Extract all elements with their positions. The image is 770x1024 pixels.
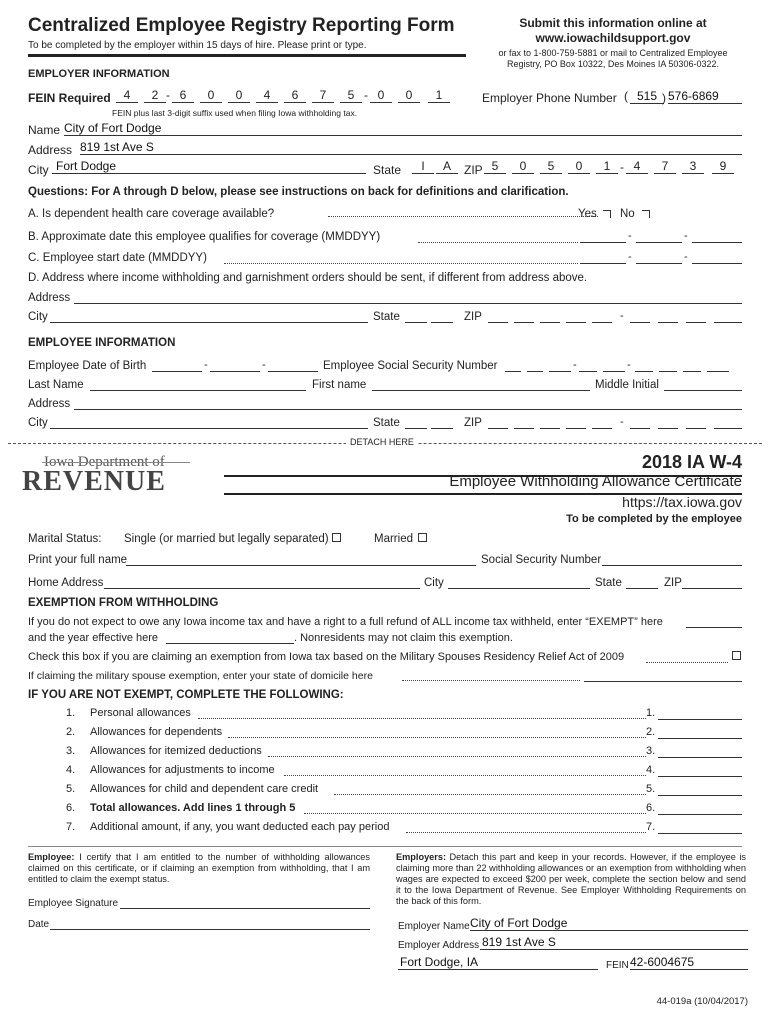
middle-initial-label: Middle Initial — [595, 379, 659, 391]
w4-zip-label: ZIP — [664, 577, 682, 589]
d-address-field[interactable] — [74, 291, 742, 304]
employer-name-field[interactable]: City of Fort Dodge — [470, 916, 748, 931]
allowance-field-5[interactable] — [658, 783, 742, 796]
yes-checkbox[interactable] — [603, 210, 611, 218]
iowa-revenue-logo — [22, 454, 192, 496]
registry-subtitle: To be completed by the employer within 15 days of hire. Please print or type. — [28, 40, 367, 51]
state-label: State — [373, 163, 402, 177]
w4-state-label: State — [595, 577, 622, 589]
w4-city-label: City — [424, 577, 444, 589]
d-state-field[interactable] — [405, 310, 455, 323]
start-date-field[interactable]: - - — [580, 251, 742, 265]
zip-digit[interactable]: 9 — [712, 159, 734, 174]
certification-divider — [28, 846, 742, 847]
fein-digit[interactable]: 5 — [340, 88, 362, 103]
employers-bold: Employers: — [396, 852, 447, 862]
city-label: City — [28, 163, 49, 177]
allowance-line: 2. Allowances for dependents 2. — [28, 726, 742, 744]
address-field[interactable]: 819 1st Ave S — [80, 140, 742, 155]
yes-label: Yes — [578, 208, 597, 220]
logo-main-text: REVENUE — [22, 466, 166, 497]
title-rule — [28, 54, 466, 57]
exempt-text-2a: and the year effective here — [28, 632, 159, 644]
full-name-label: Print your full name — [28, 554, 128, 566]
employer-address-label: Employer Address — [398, 940, 480, 951]
question-a — [28, 208, 748, 224]
zip-digit[interactable]: 5 — [540, 159, 562, 174]
allowance-field-2[interactable] — [658, 726, 742, 739]
phone-label: Employer Phone Number — [482, 91, 617, 105]
phone-area-field[interactable]: 515 — [630, 89, 664, 104]
submit-box — [488, 16, 738, 70]
e-city-label: City — [28, 417, 48, 429]
e-zip-label: ZIP — [464, 417, 482, 429]
allowance-line: 5. Allowances for child and dependent care credit 5. — [28, 783, 742, 801]
ssn-label: Employee Social Security Number — [323, 360, 498, 372]
military-text: Check this box if you are claiming an exemption from Iowa tax based on the Military Spouses Residency Relief Act of 2009 — [28, 651, 625, 663]
first-name-label: First name — [312, 379, 367, 391]
exemption-heading: EXEMPTION FROM WITHHOLDING — [28, 597, 219, 609]
city-field[interactable]: Fort Dodge — [52, 159, 366, 174]
exempt-text-1: If you do not expect to owe any Iowa income tax and have a right to a full refund of ALL income tax withheld, enter “EXEMPT” here — [28, 616, 663, 628]
w4-state-field[interactable] — [626, 576, 658, 589]
detach-label: DETACH HERE — [346, 437, 418, 447]
military-domicile-text: If claiming the military spouse exemption, enter your state of domicile here — [28, 670, 373, 682]
employee-signature-field[interactable] — [120, 897, 370, 909]
allowance-line: 3. Allowances for itemized deductions 3. — [28, 745, 742, 763]
fein-digit[interactable]: 4 — [116, 88, 138, 103]
fein-digit[interactable]: 0 — [200, 88, 222, 103]
question-a-text: A. Is dependent health care coverage available? — [28, 208, 275, 220]
w4-url[interactable]: https://tax.iowa.gov — [622, 494, 742, 510]
first-name-field[interactable] — [372, 378, 590, 391]
no-label: No — [620, 208, 635, 220]
e-address-label: Address — [28, 398, 71, 410]
marital-status-label: Marital Status: — [28, 533, 102, 545]
employer-address-field[interactable]: 819 1st Ave S — [480, 935, 748, 950]
fein-label: FEIN Required — [28, 91, 111, 105]
allowance-field-7[interactable] — [658, 821, 742, 834]
state-char[interactable]: I — [412, 159, 434, 174]
allowance-field-6[interactable] — [658, 802, 742, 815]
fein-digit[interactable]: 6 — [284, 88, 306, 103]
home-address-field[interactable] — [104, 576, 420, 589]
coverage-date-field[interactable]: - - — [580, 230, 742, 244]
married-label: Married — [374, 533, 413, 545]
employer-fein-label: FEIN — [606, 960, 629, 971]
employee-ssn-field[interactable]: - - — [505, 359, 743, 372]
last-name-label: Last Name — [28, 379, 84, 391]
e-city-field[interactable] — [50, 416, 368, 429]
d-state-label: State — [373, 311, 400, 323]
employer-name-label: Employer Name — [398, 921, 470, 932]
last-name-field[interactable] — [90, 378, 306, 391]
address-label: Address — [28, 143, 73, 157]
employee-signature-label: Employee Signature — [28, 898, 119, 909]
w4-ssn-field[interactable] — [602, 553, 742, 566]
submit-alt: or fax to 1-800-759-5881 or mail to Centralized Employee Registry, PO Box 10322, Des Moines IA 50306-0322. — [498, 48, 728, 69]
zip-digit[interactable]: 0 — [568, 159, 590, 174]
fein-digit[interactable]: 0 — [370, 88, 392, 103]
w4-complete-note: To be completed by the employee — [566, 513, 742, 525]
allowance-field-1[interactable] — [658, 707, 742, 720]
dob-field[interactable]: - - — [152, 359, 318, 372]
fein-digit[interactable]: 0 — [228, 88, 250, 103]
exempt-text-2b: . Nonresidents may not claim this exemption. — [294, 632, 513, 644]
e-address-field[interactable] — [74, 397, 742, 410]
fein-digit[interactable]: 7 — [312, 88, 334, 103]
fein-digit[interactable]: 6 — [172, 88, 194, 103]
name-label: Name — [28, 123, 61, 137]
e-state-field[interactable] — [405, 416, 455, 429]
state-char[interactable]: A — [436, 159, 458, 174]
w4-city-field[interactable] — [448, 576, 590, 589]
form-number: 44-019a (10/04/2017) — [656, 996, 748, 1007]
fein-note: FEIN plus last 3-digit suffix used when filing Iowa withholding tax. — [112, 108, 358, 118]
submit-heading: Submit this information online at — [519, 16, 707, 30]
home-address-label: Home Address — [28, 577, 104, 589]
e-state-label: State — [373, 417, 400, 429]
allowance-line: 4. Allowances for adjustments to income 4. — [28, 764, 742, 782]
zip-digit[interactable]: 1 — [596, 159, 618, 174]
w4-title: 2018 IA W-4 — [641, 452, 742, 472]
allowance-line: 6. Total allowances. Add lines 1 through 5 6. — [28, 802, 742, 820]
employer-info-heading: EMPLOYER INFORMATION — [28, 68, 170, 80]
registry-title: Centralized Employee Registry Reporting Form — [28, 15, 455, 36]
d-address-label: Address — [28, 292, 71, 304]
question-b: B. Approximate date this employee qualifies for coverage (MMDDYY) — [28, 231, 381, 243]
submit-url[interactable]: www.iowachildsupport.gov — [535, 31, 691, 45]
single-checkbox[interactable] — [332, 533, 341, 542]
e-zip-field[interactable]: - — [488, 416, 744, 429]
question-c: C. Employee start date (MMDDYY) — [28, 252, 207, 264]
fein-digit[interactable]: 2 — [144, 88, 166, 103]
no-checkbox[interactable] — [642, 210, 650, 218]
zip-digit[interactable]: 7 — [654, 159, 676, 174]
d-city-label: City — [28, 311, 48, 323]
military-checkbox[interactable] — [732, 651, 741, 660]
allowance-line: 7. Additional amount, if any, you want deducted each pay period 7. — [28, 821, 742, 839]
w4-zip-field[interactable] — [682, 576, 742, 589]
d-zip-label: ZIP — [464, 311, 482, 323]
date-field[interactable] — [50, 918, 370, 930]
allowance-line: 1. Personal allowances 1. — [28, 707, 742, 725]
fein-digit[interactable]: 1 — [428, 88, 450, 103]
fein-digit[interactable]: 4 — [256, 88, 278, 103]
employee-info-heading: EMPLOYEE INFORMATION — [28, 337, 176, 349]
fein-digit[interactable]: 0 — [398, 88, 420, 103]
logo-top-text: Iowa Department of — [44, 454, 165, 470]
employee-certification — [28, 852, 370, 885]
married-checkbox[interactable] — [418, 533, 427, 542]
zip-digit[interactable]: 3 — [682, 159, 704, 174]
domicile-field[interactable] — [584, 669, 742, 682]
employee-cert-text: I certify that I am entitled to the number of withholding allowances claimed on this certificate, or if claiming an exemption from withholding, that I am entitled to claim the exempt status. — [28, 852, 370, 884]
allowance-field-4[interactable] — [658, 764, 742, 777]
phone-number-field[interactable]: 576-6869 — [668, 89, 742, 104]
question-d: D. Address where income withholding and garnishment orders should be sent, if different from address above. — [28, 272, 588, 284]
fein-digits[interactable]: 4 2 - 6 0 0 4 6 7 5 - 0 0 1 — [116, 88, 458, 104]
not-exempt-heading: IF YOU ARE NOT EXEMPT, COMPLETE THE FOLLOWING: — [28, 689, 344, 701]
employer-city-field[interactable]: Fort Dodge, IA — [398, 955, 598, 970]
employers-text: Detach this part and keep in your records. However, if the employee is claiming more than 22 withholding allowances or an exemption from withholding when wages are expected to exceed $200 per week, complete the section below and send it to the Iowa Department of Revenue. See Employer Withholding Requirements on the back of this form. — [396, 852, 747, 906]
zip-digit[interactable]: 5 — [484, 159, 506, 174]
date-label: Date — [28, 919, 50, 930]
middle-initial-field[interactable] — [664, 378, 742, 391]
exempt-year-field[interactable] — [166, 631, 294, 644]
zip-label: ZIP — [464, 163, 483, 177]
allowance-field-3[interactable] — [658, 745, 742, 758]
name-field[interactable]: City of Fort Dodge — [64, 121, 742, 136]
employers-box — [396, 852, 746, 907]
zip-digit[interactable]: 0 — [512, 159, 534, 174]
full-name-field[interactable] — [126, 553, 476, 566]
zip-digit[interactable]: 4 — [626, 159, 648, 174]
employee-cert-bold: Employee: — [28, 852, 75, 862]
exempt-field[interactable] — [686, 615, 742, 628]
questions-heading: Questions: For A through D below, please see instructions on back for definitions and clarification. — [28, 186, 569, 198]
w4-subtitle: Employee Withholding Allowance Certificate — [449, 473, 742, 490]
d-city-field[interactable] — [50, 310, 368, 323]
dob-label: Employee Date of Birth — [28, 360, 147, 372]
employer-fein-field[interactable]: 42-6004675 — [630, 955, 748, 970]
w4-ssn-label: Social Security Number — [481, 554, 602, 566]
d-zip-field[interactable]: - — [488, 310, 744, 323]
single-label: Single (or married but legally separated) — [124, 533, 329, 545]
